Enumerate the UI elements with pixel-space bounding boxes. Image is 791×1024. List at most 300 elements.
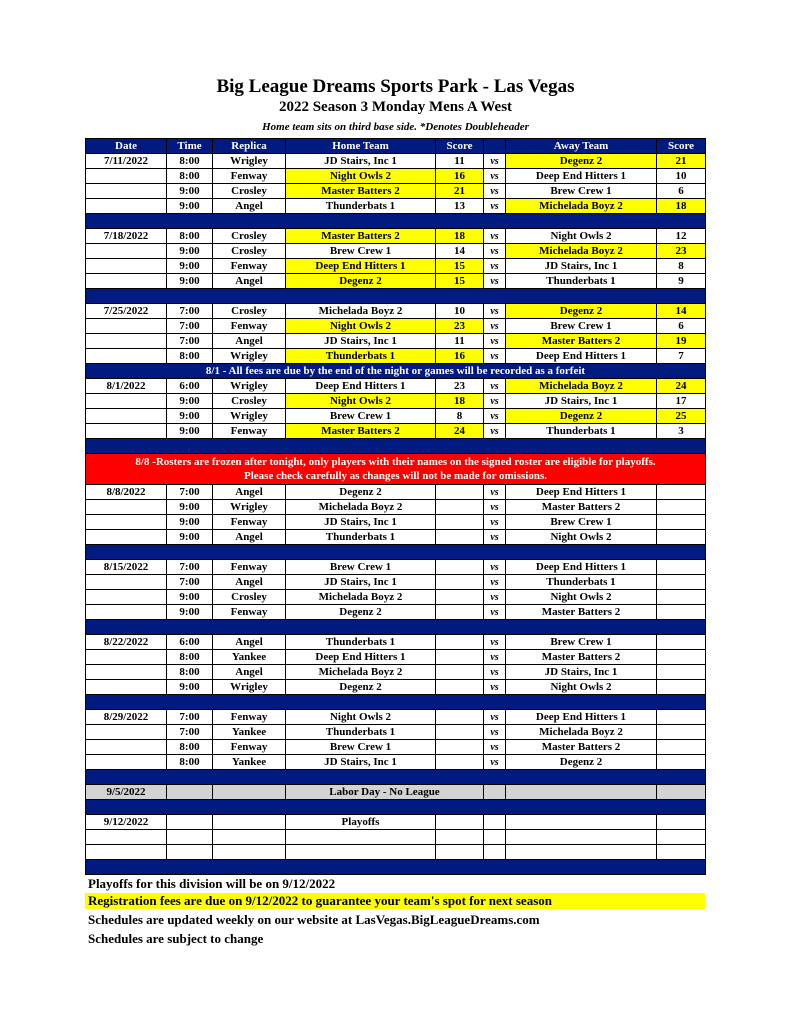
schedule-note: Home team sits on third base side. *Denotes Doubleheader [262, 121, 529, 133]
home-team-cell: Thunderbats 1 [286, 199, 436, 214]
separator-cell [86, 860, 706, 875]
col-header-time: Time [167, 139, 213, 154]
date-cell: 7/11/2022 [86, 154, 167, 169]
away-team-cell: JD Stairs, Inc 1 [506, 665, 657, 680]
away-score-cell: 6 [657, 319, 706, 334]
time-cell: 9:00 [167, 394, 213, 409]
away-score-cell: 10 [657, 169, 706, 184]
home-team-cell: Thunderbats 1 [286, 635, 436, 650]
replica-cell: Wrigley [213, 500, 286, 515]
away-score-cell [657, 635, 706, 650]
time-cell: 9:00 [167, 500, 213, 515]
separator-cell [86, 800, 706, 815]
home-team-cell: Thunderbats 1 [286, 725, 436, 740]
separator-row [86, 545, 706, 560]
roster-alert-row [86, 454, 706, 485]
time-cell: 9:00 [167, 590, 213, 605]
away-team-cell: Michelada Boyz 2 [506, 244, 657, 259]
time-cell: 9:00 [167, 184, 213, 199]
away-team-cell: Thunderbats 1 [506, 274, 657, 289]
away-team-cell: Deep End Hitters 1 [506, 485, 657, 500]
home-score-cell: 11 [436, 334, 484, 349]
away-score-cell [657, 830, 706, 845]
date-cell [86, 755, 167, 770]
home-score-cell [436, 590, 484, 605]
replica-cell: Wrigley [213, 154, 286, 169]
home-team-cell: Master Batters 2 [286, 424, 436, 439]
date-cell [86, 349, 167, 364]
date-cell [86, 259, 167, 274]
home-team-cell: Michelada Boyz 2 [286, 500, 436, 515]
vs-cell: vs [484, 500, 506, 515]
away-score-cell: 19 [657, 334, 706, 349]
time-cell: 9:00 [167, 244, 213, 259]
separator-row [86, 800, 706, 815]
table-row [86, 244, 706, 259]
replica-cell: Fenway [213, 740, 286, 755]
vs-cell: vs [484, 319, 506, 334]
date-cell [86, 334, 167, 349]
away-team-cell: Night Owls 2 [506, 530, 657, 545]
away-team-cell: Degenz 2 [506, 154, 657, 169]
time-cell: 9:00 [167, 680, 213, 695]
table-row [86, 710, 706, 725]
vs-cell: vs [484, 530, 506, 545]
date-cell [86, 740, 167, 755]
time-cell [167, 785, 213, 800]
home-team-cell [286, 845, 436, 860]
footer-change-note: Schedules are subject to change [88, 931, 264, 946]
home-score-cell [436, 650, 484, 665]
replica-cell: Crosley [213, 590, 286, 605]
vs-cell: vs [484, 169, 506, 184]
time-cell: 9:00 [167, 199, 213, 214]
table-row [86, 830, 706, 845]
home-score-cell: 18 [436, 229, 484, 244]
vs-cell [484, 785, 506, 800]
separator-cell [86, 620, 706, 635]
away-score-cell [657, 785, 706, 800]
vs-cell: vs [484, 605, 506, 620]
away-score-cell [657, 710, 706, 725]
home-score-cell [436, 725, 484, 740]
time-cell: 6:00 [167, 635, 213, 650]
away-team-cell: Deep End Hitters 1 [506, 710, 657, 725]
away-score-cell [657, 500, 706, 515]
away-score-cell [657, 485, 706, 500]
time-cell: 9:00 [167, 274, 213, 289]
vs-cell: vs [484, 575, 506, 590]
away-score-cell: 3 [657, 424, 706, 439]
table-row [86, 259, 706, 274]
away-team-cell: Brew Crew 1 [506, 184, 657, 199]
time-cell: 9:00 [167, 605, 213, 620]
home-team-cell: Degenz 2 [286, 605, 436, 620]
separator-cell [86, 770, 706, 785]
replica-cell: Wrigley [213, 349, 286, 364]
table-row [86, 680, 706, 695]
vs-cell: vs [484, 560, 506, 575]
holiday-row [86, 785, 706, 800]
away-team-cell: Deep End Hitters 1 [506, 169, 657, 184]
home-score-cell [436, 680, 484, 695]
vs-cell: vs [484, 334, 506, 349]
away-score-cell [657, 650, 706, 665]
away-score-cell [657, 560, 706, 575]
table-row [86, 725, 706, 740]
home-score-cell: 23 [436, 319, 484, 334]
col-header-replica: Replica [213, 139, 286, 154]
separator-row [86, 439, 706, 454]
time-cell [167, 845, 213, 860]
date-cell [86, 409, 167, 424]
time-cell: 8:00 [167, 665, 213, 680]
table-row [86, 650, 706, 665]
time-cell: 7:00 [167, 725, 213, 740]
away-score-cell: 25 [657, 409, 706, 424]
col-header-home-team: Home Team [286, 139, 436, 154]
table-row [86, 560, 706, 575]
date-cell [86, 665, 167, 680]
away-team-cell: Night Owls 2 [506, 590, 657, 605]
time-cell: 8:00 [167, 650, 213, 665]
date-cell [86, 650, 167, 665]
table-row [86, 334, 706, 349]
table-row [86, 154, 706, 169]
away-team-cell: Master Batters 2 [506, 334, 657, 349]
home-score-cell: 18 [436, 394, 484, 409]
date-cell: 8/29/2022 [86, 710, 167, 725]
date-cell [86, 500, 167, 515]
home-team-cell: Night Owls 2 [286, 169, 436, 184]
separator-row [86, 620, 706, 635]
table-row [86, 424, 706, 439]
home-score-cell [436, 485, 484, 500]
home-score-cell: 23 [436, 379, 484, 394]
col-header-away-team: Away Team [506, 139, 657, 154]
home-team-cell: Playoffs [286, 815, 436, 830]
replica-cell: Wrigley [213, 680, 286, 695]
table-row [86, 530, 706, 545]
table-row [86, 379, 706, 394]
home-team-cell: Michelada Boyz 2 [286, 304, 436, 319]
table-row [86, 304, 706, 319]
table-row [86, 199, 706, 214]
table-row [86, 740, 706, 755]
away-team-cell: Master Batters 2 [506, 605, 657, 620]
home-score-cell [436, 530, 484, 545]
home-score-cell: 10 [436, 304, 484, 319]
vs-cell: vs [484, 409, 506, 424]
home-team-cell: Brew Crew 1 [286, 409, 436, 424]
away-team-cell: Night Owls 2 [506, 680, 657, 695]
table-row [86, 575, 706, 590]
home-team-cell: Deep End Hitters 1 [286, 379, 436, 394]
date-cell [86, 184, 167, 199]
time-cell: 9:00 [167, 424, 213, 439]
away-team-cell: Michelada Boyz 2 [506, 199, 657, 214]
away-score-cell: 9 [657, 274, 706, 289]
replica-cell: Fenway [213, 319, 286, 334]
home-score-cell: 14 [436, 244, 484, 259]
time-cell: 8:00 [167, 349, 213, 364]
away-score-cell [657, 845, 706, 860]
separator-row [86, 289, 706, 304]
vs-cell: vs [484, 710, 506, 725]
away-score-cell: 7 [657, 349, 706, 364]
home-team-cell: JD Stairs, Inc 1 [286, 334, 436, 349]
page-subtitle: 2022 Season 3 Monday Mens A West [278, 99, 513, 115]
home-team-cell: Deep End Hitters 1 [286, 650, 436, 665]
vs-cell: vs [484, 274, 506, 289]
away-score-cell [657, 815, 706, 830]
away-score-cell [657, 575, 706, 590]
replica-cell: Angel [213, 575, 286, 590]
separator-row [86, 770, 706, 785]
home-score-cell: 13 [436, 199, 484, 214]
away-team-cell: Night Owls 2 [506, 229, 657, 244]
time-cell: 9:00 [167, 409, 213, 424]
date-cell: 7/25/2022 [86, 304, 167, 319]
table-row [86, 274, 706, 289]
home-team-cell: Night Owls 2 [286, 394, 436, 409]
replica-cell [213, 815, 286, 830]
away-score-cell [657, 665, 706, 680]
away-team-cell: Brew Crew 1 [506, 319, 657, 334]
away-score-cell [657, 530, 706, 545]
time-cell: 7:00 [167, 304, 213, 319]
home-score-cell [436, 605, 484, 620]
vs-cell [484, 815, 506, 830]
home-team-cell: Thunderbats 1 [286, 530, 436, 545]
home-score-cell [436, 710, 484, 725]
time-cell: 7:00 [167, 560, 213, 575]
away-team-cell: Brew Crew 1 [506, 635, 657, 650]
replica-cell: Wrigley [213, 409, 286, 424]
away-team-cell: Michelada Boyz 2 [506, 379, 657, 394]
fees-notice: 8/1 - All fees are due by the end of the night or games will be recorded as a forfeit [86, 364, 706, 379]
home-score-cell [436, 755, 484, 770]
away-score-cell [657, 755, 706, 770]
away-score-cell [657, 680, 706, 695]
vs-cell: vs [484, 725, 506, 740]
time-cell: 9:00 [167, 259, 213, 274]
roster-alert [86, 454, 706, 485]
page-title: Big League Dreams Sports Park - Las Vegas [216, 76, 575, 97]
home-team-cell: Master Batters 2 [286, 229, 436, 244]
time-cell: 6:00 [167, 379, 213, 394]
table-row [86, 485, 706, 500]
home-team-cell: Deep End Hitters 1 [286, 259, 436, 274]
date-cell [86, 394, 167, 409]
home-score-cell: 16 [436, 349, 484, 364]
away-score-cell: 6 [657, 184, 706, 199]
replica-cell: Yankee [213, 650, 286, 665]
away-score-cell [657, 740, 706, 755]
away-score-cell: 24 [657, 379, 706, 394]
date-cell [86, 199, 167, 214]
home-score-cell [436, 515, 484, 530]
separator-cell [86, 214, 706, 229]
separator-cell [86, 695, 706, 710]
home-team-cell: Degenz 2 [286, 485, 436, 500]
home-team-cell [286, 830, 436, 845]
table-row [86, 184, 706, 199]
away-team-cell [506, 830, 657, 845]
replica-cell: Fenway [213, 515, 286, 530]
away-team-cell: Master Batters 2 [506, 500, 657, 515]
footer-website-note: Schedules are updated weekly on our website at LasVegas.BigLeagueDreams.com [88, 912, 540, 927]
home-team-cell: Michelada Boyz 2 [286, 590, 436, 605]
away-team-cell: Thunderbats 1 [506, 424, 657, 439]
replica-cell: Fenway [213, 605, 286, 620]
replica-cell: Angel [213, 665, 286, 680]
replica-cell: Angel [213, 530, 286, 545]
vs-cell: vs [484, 485, 506, 500]
replica-cell: Angel [213, 199, 286, 214]
home-team-cell: Thunderbats 1 [286, 349, 436, 364]
schedule-body [86, 154, 706, 875]
away-score-cell: 23 [657, 244, 706, 259]
home-team-cell: Michelada Boyz 2 [286, 665, 436, 680]
home-score-cell [436, 500, 484, 515]
away-score-cell [657, 725, 706, 740]
date-cell [86, 845, 167, 860]
away-score-cell: 21 [657, 154, 706, 169]
away-team-cell: Thunderbats 1 [506, 575, 657, 590]
away-score-cell: 8 [657, 259, 706, 274]
home-team-cell: Brew Crew 1 [286, 244, 436, 259]
time-cell: 8:00 [167, 169, 213, 184]
vs-cell: vs [484, 665, 506, 680]
replica-cell: Fenway [213, 169, 286, 184]
replica-cell [213, 845, 286, 860]
separator-row [86, 214, 706, 229]
date-cell [86, 590, 167, 605]
table-row [86, 229, 706, 244]
away-team-cell [506, 845, 657, 860]
vs-cell: vs [484, 424, 506, 439]
home-score-cell: 11 [436, 154, 484, 169]
away-team-cell: JD Stairs, Inc 1 [506, 259, 657, 274]
date-cell: 8/1/2022 [86, 379, 167, 394]
away-score-cell: 12 [657, 229, 706, 244]
vs-cell: vs [484, 199, 506, 214]
home-team-cell: Night Owls 2 [286, 319, 436, 334]
away-team-cell: Degenz 2 [506, 409, 657, 424]
date-cell: 8/8/2022 [86, 485, 167, 500]
footer-registration-note: Registration fees are due on 9/12/2022 to guarantee your team's spot for next season [85, 893, 705, 909]
table-header-row [86, 139, 706, 154]
table-row [86, 409, 706, 424]
away-team-cell: Brew Crew 1 [506, 515, 657, 530]
table-row [86, 394, 706, 409]
vs-cell: vs [484, 394, 506, 409]
away-team-cell: Deep End Hitters 1 [506, 349, 657, 364]
away-team-cell: JD Stairs, Inc 1 [506, 394, 657, 409]
vs-cell: vs [484, 304, 506, 319]
home-score-cell: 21 [436, 184, 484, 199]
replica-cell: Angel [213, 635, 286, 650]
time-cell: 9:00 [167, 530, 213, 545]
separator-cell [86, 289, 706, 304]
vs-cell: vs [484, 680, 506, 695]
away-score-cell [657, 605, 706, 620]
time-cell: 7:00 [167, 575, 213, 590]
away-team-cell [506, 815, 657, 830]
vs-cell: vs [484, 635, 506, 650]
home-score-cell: 16 [436, 169, 484, 184]
replica-cell: Fenway [213, 259, 286, 274]
away-team-cell: Degenz 2 [506, 755, 657, 770]
date-cell [86, 530, 167, 545]
roster-alert-line1: 8/8 -Rosters are frozen after tonight, only players with their names on the signed roster are eligible for playoffs. [135, 456, 656, 468]
home-team-cell: Degenz 2 [286, 274, 436, 289]
vs-cell: vs [484, 755, 506, 770]
replica-cell: Angel [213, 485, 286, 500]
separator-cell [86, 545, 706, 560]
time-cell: 9:00 [167, 515, 213, 530]
replica-cell: Angel [213, 274, 286, 289]
home-team-cell: JD Stairs, Inc 1 [286, 515, 436, 530]
date-cell [86, 725, 167, 740]
date-cell [86, 319, 167, 334]
table-row [86, 605, 706, 620]
away-score-cell [657, 515, 706, 530]
date-cell [86, 244, 167, 259]
holiday-label: Labor Day - No League [286, 785, 484, 800]
time-cell: 8:00 [167, 229, 213, 244]
schedule-table [85, 138, 706, 875]
home-score-cell [436, 665, 484, 680]
table-row [86, 665, 706, 680]
time-cell [167, 815, 213, 830]
date-cell: 7/18/2022 [86, 229, 167, 244]
date-cell [86, 575, 167, 590]
home-team-cell: JD Stairs, Inc 1 [286, 575, 436, 590]
col-header-vs [484, 139, 506, 154]
replica-cell: Fenway [213, 710, 286, 725]
away-team-cell [506, 785, 657, 800]
table-row [86, 500, 706, 515]
date-cell: 8/22/2022 [86, 635, 167, 650]
table-row [86, 515, 706, 530]
date-cell: 9/5/2022 [86, 785, 167, 800]
vs-cell: vs [484, 590, 506, 605]
time-cell: 8:00 [167, 755, 213, 770]
vs-cell: vs [484, 515, 506, 530]
home-score-cell [436, 845, 484, 860]
home-team-cell: Night Owls 2 [286, 710, 436, 725]
footer-playoffs-note: Playoffs for this division will be on 9/12/2022 [88, 876, 336, 891]
table-row [86, 845, 706, 860]
home-score-cell: 8 [436, 409, 484, 424]
home-score-cell [436, 830, 484, 845]
date-cell: 9/12/2022 [86, 815, 167, 830]
replica-cell: Crosley [213, 394, 286, 409]
home-team-cell: JD Stairs, Inc 1 [286, 154, 436, 169]
home-score-cell [436, 740, 484, 755]
table-row [86, 349, 706, 364]
replica-cell: Angel [213, 334, 286, 349]
home-score-cell [436, 635, 484, 650]
date-cell [86, 169, 167, 184]
home-score-cell [436, 575, 484, 590]
table-row [86, 755, 706, 770]
replica-cell: Yankee [213, 755, 286, 770]
vs-cell [484, 845, 506, 860]
away-team-cell: Michelada Boyz 2 [506, 725, 657, 740]
